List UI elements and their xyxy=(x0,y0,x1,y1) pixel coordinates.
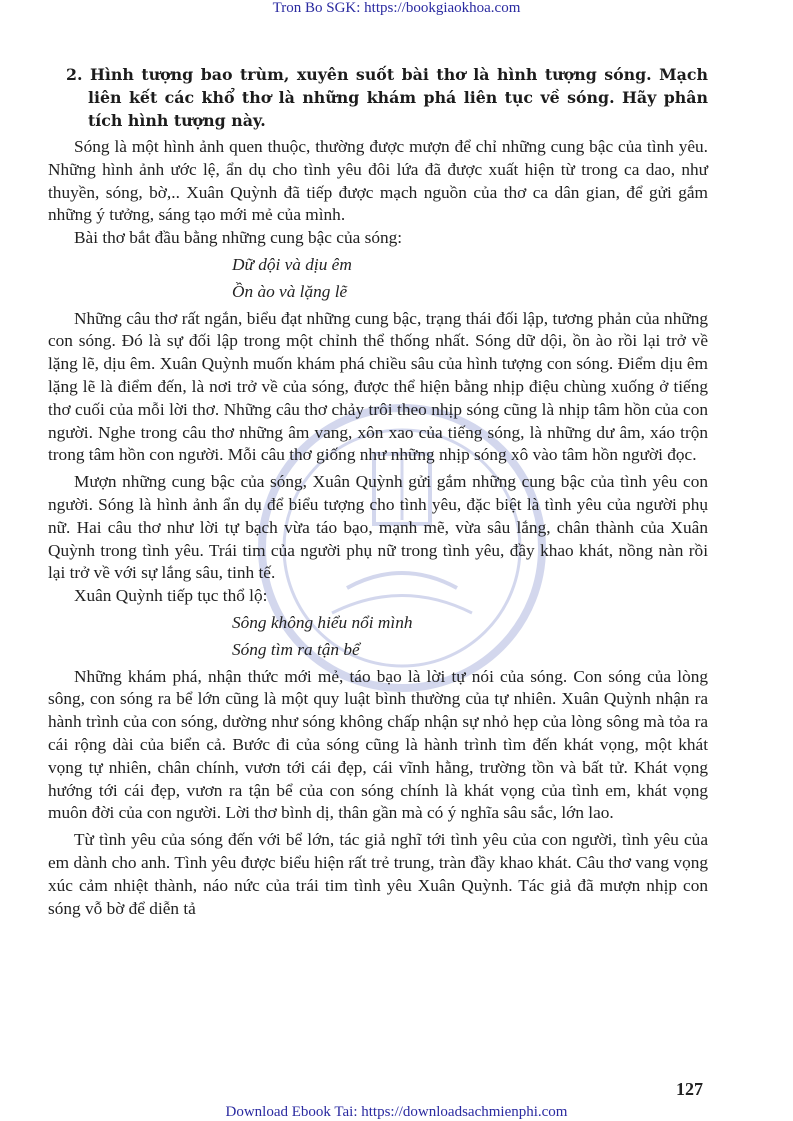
page-content xyxy=(48,63,708,920)
footer-link[interactable]: Download Ebook Tai: https://downloadsachmienphi.com xyxy=(225,1104,568,1120)
verse-line: Sóng tìm ra tận bể xyxy=(232,639,360,659)
paragraph-intro: Sóng là một hình ảnh quen thuộc, thường được mượn để chỉ những cung bậc của tình yêu. Những hình ảnh ước lệ, ẩn dụ cho tình yêu đôi lứa đã được xuất hiện từ trong ca dao, như thuyền, sóng, bờ,.. Xuân Quỳnh đã tiếp được mạch nguồn của thơ ca dân gian, để gửi gắm những ý tưởng, sáng tạo mới mẻ của mình. xyxy=(48,137,708,225)
question-heading: 2. Hình tượng bao trùm, xuyên suốt bài thơ là hình tượng sóng. Mạch liên kết các khổ thơ là những khám phá liên tục về sóng. Hãy phân tích hình tượng này. xyxy=(66,65,708,130)
paragraph-analysis-2: Mượn những cung bậc của sóng, Xuân Quỳnh gửi gắm những cung bậc của tình yêu con người. Sóng là hình ảnh ẩn dụ để biểu tượng cho tình yêu, đặc biệt là tình yêu của người phụ nữ. Hai câu thơ như lời tự bạch vừa táo bạo, mạnh mẽ, vừa sâu lắng, chân thành của Xuân Quỳnh trong tình yêu. Trái tim của người phụ nữ trong tình yêu, đầy khao khát, nồng nàn rồi lại trở về với sự lắng sâu, tinh tế. xyxy=(48,472,708,583)
paragraph-analysis-1: Những câu thơ rất ngắn, biểu đạt những cung bậc, trạng thái đối lập, tương phản của những con sóng. Đó là sự đối lập trong một chỉnh thể thống nhất. Sóng dữ dội, ồn ào rồi lại trở về lặng lẽ, dịu êm. Xuân Quỳnh muốn khám phá chiều sâu của hình tượng con sóng. Điểm dịu êm lặng lẽ là điểm đến, là nơi trở về của sóng, được thể hiện bằng nhịp điệu chùng xuống ở tiếng thơ cuối của mỗi lời thơ. Những câu thơ chảy trôi theo nhịp sóng cũng là nhịp tâm hồn của con người. Nghe trong câu thơ những âm vang, xôn xao của tiếng sóng, là những dư âm, xáo trộn trong tâm hồn con người. Mỗi câu thơ giống như những nhịp sóng xô vào tâm hồn người đọc. xyxy=(48,308,708,465)
paragraph-lead-verse-2: Xuân Quỳnh tiếp tục thổ lộ: xyxy=(74,586,268,606)
paragraph-analysis-3: Những khám phá, nhận thức mới mẻ, táo bạo là lời tự nói của sóng. Con sóng của lòng sông, con sóng ra bể lớn cũng là một quy luật bình thường của tự nhiên. Xuân Quỳnh nhận ra hành trình của con sóng, dường như sóng không chấp nhận sự nhỏ hẹp của lòng sông mà tỏa ra cái rộng dài của biển cả. Bước đi của sóng cũng là hành trình tìm đến khát vọng, một khát vọng tự nhiên, chân chính, vươn tới cái đẹp, cái vĩnh hằng, trường tồn và bất tử. Khát vọng hướng tới cái đẹp, vươn ra tận bể của con sóng chính là khát vọng của tình em, khát vọng muôn đời của con người. Lời thơ bình dị, thân gần mà có ý nghĩa sâu sắc, lớn lao. xyxy=(48,666,708,823)
header-link[interactable]: Tron Bo SGK: https://bookgiaokhoa.com xyxy=(272,0,521,16)
verse-line: Sông không hiểu nổi mình xyxy=(232,612,413,632)
verse-line: Ồn ào và lặng lẽ xyxy=(232,281,348,301)
page-number: 127 xyxy=(676,1079,703,1099)
paragraph-lead-verse-1: Bài thơ bắt đầu bằng những cung bậc của sóng: xyxy=(74,228,403,248)
verse-line: Dữ dội và dịu êm xyxy=(232,254,352,274)
paragraph-analysis-4: Từ tình yêu của sóng đến với bể lớn, tác giả nghĩ tới tình yêu của con người, tình yêu của em dành cho anh. Tình yêu được biểu hiện rất trẻ trung, tràn đầy khao khát. Câu thơ vang vọng xúc cảm nhiệt thành, náo nức của trái tim tình yêu Xuân Quỳnh. Tác giả đã mượn nhịp con sóng vỗ bờ để diễn tả xyxy=(48,830,708,918)
